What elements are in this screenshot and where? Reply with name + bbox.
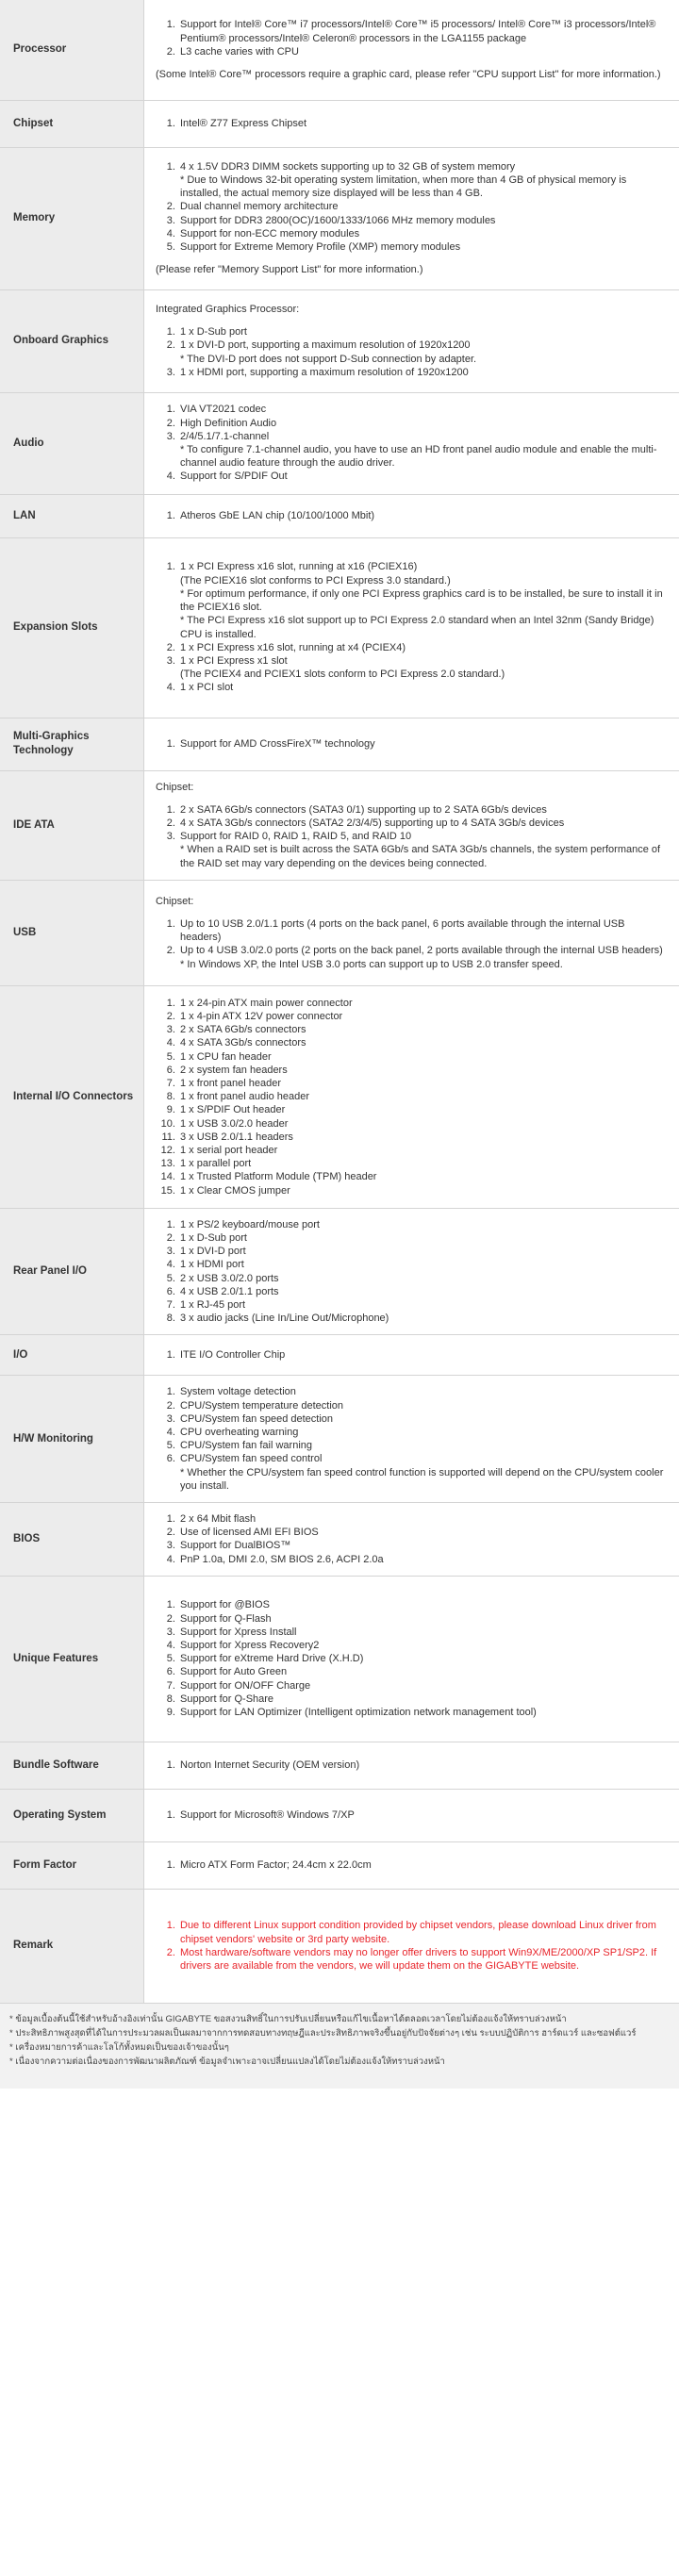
spec-list xyxy=(156,997,668,1197)
list-item xyxy=(178,18,668,44)
list-item-text: 1 x HDMI port xyxy=(180,1259,244,1271)
list-item-text: Support for Xpress Install xyxy=(180,1626,297,1638)
spec-value xyxy=(144,985,679,1208)
list-item xyxy=(178,1064,668,1077)
spec-label: Onboard Graphics xyxy=(0,289,144,392)
spec-label: Chipset xyxy=(0,100,144,147)
list-item-text: Support for eXtreme Hard Drive (X.H.D) xyxy=(180,1653,364,1665)
list-item-text: 1 x 4-pin ATX 12V power connector xyxy=(180,1010,343,1022)
list-item-text: Due to different Linux support condition provided by chipset vendors, please download Linux driver from chipset vendors' website or 3rd party website. xyxy=(180,1920,656,1945)
list-item-text: Support for Microsoft® Windows 7/XP xyxy=(180,1809,355,1822)
list-item-text: 1 x D-Sub port xyxy=(180,1231,247,1244)
list-item-text: 1 x PCI Express x16 slot, running at x16 (PCIEX16) xyxy=(180,561,418,573)
list-item xyxy=(178,560,668,640)
spec-list xyxy=(156,1759,668,1772)
list-item xyxy=(178,1412,668,1426)
spec-value xyxy=(144,494,679,537)
list-item xyxy=(178,1077,668,1090)
spec-list xyxy=(156,325,668,379)
spec-list xyxy=(156,1385,668,1493)
spec-label: Operating System xyxy=(0,1789,144,1841)
list-item-text: Support for @BIOS xyxy=(180,1599,270,1611)
spec-value xyxy=(144,1889,679,2003)
list-item xyxy=(178,45,668,58)
list-item-text: 2 x USB 3.0/2.0 ports xyxy=(180,1272,279,1284)
list-item xyxy=(178,1652,668,1665)
list-item-text: CPU/System fan speed control xyxy=(180,1453,323,1465)
list-item-text: 1 x RJ-45 port xyxy=(180,1298,246,1311)
list-item-text: 1 x front panel audio header xyxy=(180,1091,309,1103)
list-item xyxy=(178,1272,668,1285)
spec-value xyxy=(144,1576,679,1742)
list-item xyxy=(178,681,668,694)
list-item-text: Support for Q-Share xyxy=(180,1693,274,1705)
spec-row xyxy=(0,718,679,770)
list-item xyxy=(178,1665,668,1678)
list-item xyxy=(178,1426,668,1439)
spec-row xyxy=(0,770,679,880)
list-item-text: Dual channel memory architecture xyxy=(180,201,339,213)
list-item-text: 1 x DVI-D port, supporting a maximum resolution of 1920x1200 xyxy=(180,339,471,352)
list-item-text: Intel® Z77 Express Chipset xyxy=(180,117,307,129)
spec-row xyxy=(0,1742,679,1789)
spec-value xyxy=(144,1789,679,1841)
list-item-text: Up to 4 USB 3.0/2.0 ports (2 ports on the back panel, 2 ports available through the internal USB headers) xyxy=(180,945,663,957)
list-item-text: 1 x Trusted Platform Module (TPM) header xyxy=(180,1171,377,1183)
spec-list xyxy=(156,1808,668,1822)
list-item xyxy=(178,1452,668,1493)
list-item xyxy=(178,366,668,379)
spec-label: BIOS xyxy=(0,1502,144,1576)
list-item xyxy=(178,654,668,681)
spec-row xyxy=(0,392,679,494)
list-item-text: Support for DualBIOS™ xyxy=(180,1540,291,1552)
list-item-note: (The PCIEX4 and PCIEX1 slots conform to PCI Express 2.0 standard.) xyxy=(180,669,505,681)
list-item-text: Support for non-ECC memory modules xyxy=(180,227,360,239)
spec-label: Rear Panel I/O xyxy=(0,1208,144,1335)
list-item-text: 1 x PCI Express x16 slot, running at x4 (PCIEX4) xyxy=(180,641,406,653)
list-item xyxy=(178,1218,668,1231)
spec-row xyxy=(0,147,679,289)
list-item xyxy=(178,1539,668,1552)
spec-row xyxy=(0,985,679,1208)
spec-list xyxy=(156,18,668,58)
spec-row xyxy=(0,100,679,147)
list-item xyxy=(178,1706,668,1719)
list-item-text: CPU overheating warning xyxy=(180,1426,299,1438)
list-item-text: 1 x Clear CMOS jumper xyxy=(180,1184,290,1197)
list-item xyxy=(178,1759,668,1772)
list-item-text: Support for RAID 0, RAID 1, RAID 5, and RAID 10 xyxy=(180,831,412,843)
list-item xyxy=(178,1157,668,1170)
footnote: * เครื่องหมายการค้าและโลโก้ทั้งหมดเป็นของเจ้าของนั้นๆ xyxy=(9,2041,229,2053)
list-item xyxy=(178,1050,668,1064)
list-item xyxy=(178,160,668,201)
spec-row xyxy=(0,880,679,985)
list-item-text: 2 x system fan headers xyxy=(180,1064,288,1076)
list-item xyxy=(178,200,668,213)
spec-row xyxy=(0,1789,679,1841)
list-item-text: 1 x PS/2 keyboard/mouse port xyxy=(180,1218,320,1230)
list-item xyxy=(178,817,668,830)
spec-row xyxy=(0,1576,679,1742)
spec-row xyxy=(0,1208,679,1335)
list-item-text: Support for Extreme Memory Profile (XMP) memory modules xyxy=(180,240,461,253)
spec-label: LAN xyxy=(0,494,144,537)
list-item xyxy=(178,1385,668,1398)
list-item-note: * To configure 7.1-channel audio, you have to use an HD front panel audio module and enable the multi-channel audio feature through the audio driver. xyxy=(180,444,657,470)
list-item-text: High Definition Audio xyxy=(180,417,277,429)
list-item-text: Support for AMD CrossFireX™ technology xyxy=(180,737,375,750)
list-item-text: Micro ATX Form Factor; 24.4cm x 22.0cm xyxy=(180,1859,372,1872)
list-item xyxy=(178,325,668,339)
spec-value xyxy=(144,1335,679,1376)
list-item xyxy=(178,1117,668,1131)
spec-value xyxy=(144,147,679,289)
spec-list xyxy=(156,1858,668,1872)
footnote: * ประสิทธิภาพสูงสุดที่ได้ในการประมวลผลเป็นผลมาจากการทดสอบทางทฤษฎีและประสิทธิภาพจริงขึ้นอยู่กับปัจจัยต่างๆ เช่น ระบบปฏิบัติการ ฮาร์ดแวร์ และซอฟต์แวร์ xyxy=(9,2027,637,2039)
list-item xyxy=(178,417,668,430)
list-item xyxy=(178,1612,668,1626)
list-item xyxy=(178,830,668,870)
spec-list xyxy=(156,1218,668,1326)
spec-label: Memory xyxy=(0,147,144,289)
spec-value xyxy=(144,770,679,880)
list-item xyxy=(178,1553,668,1566)
spec-label: Audio xyxy=(0,392,144,494)
spec-list xyxy=(156,1512,668,1566)
list-item xyxy=(178,1312,668,1325)
spec-intro: Chipset: xyxy=(156,895,194,907)
footnotes xyxy=(0,2004,679,2089)
list-item-note: * Due to Windows 32-bit operating system limitation, when more than 4 GB of physical memory is installed, the actual memory size displayed will be less than 4 GB. xyxy=(180,173,627,200)
list-item-text: System voltage detection xyxy=(180,1386,296,1398)
list-item xyxy=(178,1439,668,1452)
list-item-note: * When a RAID set is built across the SATA 6Gb/s and SATA 3Gb/s channels, the system performance of the RAID set may vary depending on the devices being connected. xyxy=(180,844,661,869)
list-item xyxy=(178,1231,668,1245)
list-item xyxy=(178,1131,668,1144)
spec-row xyxy=(0,1841,679,1889)
list-item xyxy=(178,1399,668,1412)
list-item-text: 1 x PCI Express x1 slot xyxy=(180,654,288,667)
list-item-text: Support for ON/OFF Charge xyxy=(180,1679,311,1692)
list-item xyxy=(178,1526,668,1539)
spec-list xyxy=(156,117,668,130)
list-item-text: CPU/System fan speed detection xyxy=(180,1412,334,1425)
spec-label: IDE ATA xyxy=(0,770,144,880)
list-item-text: 1 x S/PDIF Out header xyxy=(180,1104,286,1116)
spec-label: Multi-Graphics Technology xyxy=(0,718,144,770)
list-item xyxy=(178,1103,668,1116)
list-item-text: Up to 10 USB 2.0/1.1 ports (4 ports on the back panel, 6 ports available through the internal USB headers) xyxy=(180,917,625,944)
list-item-text: Atheros GbE LAN chip (10/100/1000 Mbit) xyxy=(180,509,375,521)
list-item-note: * The DVI-D port does not support D-Sub connection by adapter. xyxy=(180,353,477,365)
list-item xyxy=(178,1090,668,1103)
list-item xyxy=(178,737,668,751)
spec-value xyxy=(144,718,679,770)
list-item xyxy=(178,1348,668,1362)
list-item xyxy=(178,1010,668,1023)
spec-intro: Chipset: xyxy=(156,781,194,793)
spec-note: (Please refer "Memory Support List" for more information.) xyxy=(156,264,423,276)
list-item xyxy=(178,1258,668,1271)
list-item xyxy=(178,227,668,240)
spec-list xyxy=(156,917,668,971)
list-item-text: Support for LAN Optimizer (Intelligent optimization network management tool) xyxy=(180,1706,537,1718)
list-item xyxy=(178,1512,668,1526)
list-item xyxy=(178,1170,668,1183)
list-item xyxy=(178,214,668,227)
list-item xyxy=(178,1184,668,1197)
spec-value xyxy=(144,289,679,392)
spec-list xyxy=(156,737,668,751)
spec-list xyxy=(156,560,668,694)
list-item-text: Support for S/PDIF Out xyxy=(180,471,288,483)
spec-label: H/W Monitoring xyxy=(0,1376,144,1503)
spec-row xyxy=(0,289,679,392)
list-item-text: Use of licensed AMI EFI BIOS xyxy=(180,1527,319,1539)
spec-value xyxy=(144,1502,679,1576)
list-item-note: * Whether the CPU/system fan speed control function is supported will depend on the CPU/system cooler you install. xyxy=(180,1466,664,1492)
spec-row xyxy=(0,1335,679,1376)
spec-value xyxy=(144,0,679,100)
list-item xyxy=(178,240,668,254)
list-item-text: 1 x D-Sub port xyxy=(180,326,247,339)
spec-label: Remark xyxy=(0,1889,144,2003)
spec-list xyxy=(156,1348,668,1362)
spec-row xyxy=(0,537,679,718)
list-item-text: PnP 1.0a, DMI 2.0, SM BIOS 2.6, ACPI 2.0a xyxy=(180,1553,384,1565)
list-item xyxy=(178,1245,668,1258)
list-item-text: 4 x 1.5V DDR3 DIMM sockets supporting up to 32 GB of system memory xyxy=(180,160,516,173)
list-item-text: 2/4/5.1/7.1-channel xyxy=(180,430,270,442)
list-item xyxy=(178,1285,668,1298)
spec-row xyxy=(0,494,679,537)
list-item xyxy=(178,430,668,471)
list-item xyxy=(178,1639,668,1652)
footnote: * ข้อมูลเบื้องต้นนี้ใช้สำหรับอ้างอิงเท่านั้น GIGABYTE ขอสงวนสิทธิ์ในการปรับเปลี่ยนหรือแก้ไขเนื้อหาได้ตลอดเวลาโดยไม่ต้องแจ้งให้ทราบล่วงหน้า xyxy=(9,2013,567,2024)
list-item xyxy=(178,117,668,130)
list-item-text: ITE I/O Controller Chip xyxy=(180,1349,286,1362)
list-item-text: Most hardware/software vendors may no longer offer drivers to support Win9X/ME/2000/XP SP1/SP2. If drivers are available from the vendors, we will update them on the GIGABYTE website. xyxy=(180,1946,657,1972)
list-item xyxy=(178,917,668,944)
list-item-text: 1 x DVI-D port xyxy=(180,1246,246,1258)
list-item-text: 1 x USB 3.0/2.0 header xyxy=(180,1117,289,1130)
list-item xyxy=(178,1679,668,1693)
list-item-text: 1 x HDMI port, supporting a maximum resolution of 1920x1200 xyxy=(180,366,469,378)
list-item xyxy=(178,1023,668,1036)
list-item-text: 3 x audio jacks (Line In/Line Out/Microphone) xyxy=(180,1313,389,1325)
list-item-text: 1 x 24-pin ATX main power connector xyxy=(180,997,353,1009)
spec-value xyxy=(144,392,679,494)
spec-label: Processor xyxy=(0,0,144,100)
spec-value xyxy=(144,1208,679,1335)
list-item-text: VIA VT2021 codec xyxy=(180,404,267,416)
spec-note: (Some Intel® Core™ processors require a graphic card, please refer "CPU support List" for more information.) xyxy=(156,68,661,80)
list-item-text: Norton Internet Security (OEM version) xyxy=(180,1759,360,1772)
list-item xyxy=(178,1298,668,1312)
spec-value xyxy=(144,1742,679,1789)
spec-list xyxy=(156,403,668,483)
list-item xyxy=(178,1598,668,1611)
list-item xyxy=(178,1858,668,1872)
list-item-text: 4 x SATA 3Gb/s connectors (SATA2 2/3/4/5) supporting up to 4 SATA 3Gb/s devices xyxy=(180,817,565,829)
list-item-text: Support for Intel® Core™ i7 processors/Intel® Core™ i5 processors/ Intel® Core™ i3 processors/Intel® Pentium® processors/Intel® Celeron® processors in the LGA1155 package xyxy=(180,19,656,44)
list-item-note: (The PCIEX16 slot conforms to PCI Express 3.0 standard.) * For optimum performance, if only one PCI Express graphics card is to be installed, be sure to install it in the PCIEX16 slot. * The PCI Express x16 slot support up to PCI Express 2.0 standard when an Intel 32nm (Sandy Bridge) CPU is installed. xyxy=(180,574,663,640)
list-item xyxy=(178,470,668,483)
list-item-text: 1 x serial port header xyxy=(180,1144,278,1156)
list-item xyxy=(178,997,668,1010)
list-item-text: L3 cache varies with CPU xyxy=(180,45,299,58)
spec-value xyxy=(144,880,679,985)
list-item xyxy=(178,803,668,817)
spec-value xyxy=(144,1841,679,1889)
list-item-note: * In Windows XP, the Intel USB 3.0 ports can support up to USB 2.0 transfer speed. xyxy=(180,958,563,970)
list-item-text: 3 x USB 2.0/1.1 headers xyxy=(180,1131,293,1143)
spec-row xyxy=(0,1502,679,1576)
list-item-text: Support for DDR3 2800(OC)/1600/1333/1066 MHz memory modules xyxy=(180,214,496,226)
list-item-text: 2 x 64 Mbit flash xyxy=(180,1512,257,1525)
list-item-text: CPU/System fan fail warning xyxy=(180,1440,312,1452)
list-item-text: 2 x SATA 6Gb/s connectors xyxy=(180,1024,306,1036)
list-item-text: CPU/System temperature detection xyxy=(180,1399,344,1412)
spec-label: Expansion Slots xyxy=(0,537,144,718)
spec-list xyxy=(156,509,668,522)
list-item xyxy=(178,1808,668,1822)
list-item xyxy=(178,1946,668,1973)
spec-label: Unique Features xyxy=(0,1576,144,1742)
spec-list xyxy=(156,1598,668,1719)
list-item xyxy=(178,641,668,654)
spec-row xyxy=(0,1376,679,1503)
list-item-text: 1 x CPU fan header xyxy=(180,1050,272,1063)
list-item-text: Support for Xpress Recovery2 xyxy=(180,1639,320,1651)
spec-value xyxy=(144,100,679,147)
list-item-text: 1 x parallel port xyxy=(180,1158,252,1170)
spec-label: Form Factor xyxy=(0,1841,144,1889)
spec-row xyxy=(0,1889,679,2003)
footnote: * เนื่องจากความต่อเนื่องของการพัฒนาผลิตภัณฑ์ ข้อมูลจำเพาะอาจเปลี่ยนแปลงได้โดยไม่ต้องแจ้งให้ทราบล่วงหน้า xyxy=(9,2056,445,2067)
spec-row xyxy=(0,0,679,100)
spec-list xyxy=(156,803,668,870)
list-item xyxy=(178,1036,668,1049)
list-item-text: Support for Auto Green xyxy=(180,1666,288,1678)
spec-value xyxy=(144,1376,679,1503)
list-item xyxy=(178,1919,668,1945)
list-item-text: 1 x PCI slot xyxy=(180,682,234,694)
list-item xyxy=(178,339,668,365)
list-item xyxy=(178,944,668,970)
spec-label: I/O xyxy=(0,1335,144,1376)
list-item-text: 2 x SATA 6Gb/s connectors (SATA3 0/1) supporting up to 2 SATA 6Gb/s devices xyxy=(180,803,547,816)
list-item xyxy=(178,403,668,416)
list-item-text: Support for Q-Flash xyxy=(180,1612,272,1625)
list-item xyxy=(178,1144,668,1157)
spec-label: USB xyxy=(0,880,144,985)
spec-label: Internal I/O Connectors xyxy=(0,985,144,1208)
list-item-text: 1 x front panel header xyxy=(180,1077,282,1089)
spec-intro: Integrated Graphics Processor: xyxy=(156,303,300,315)
list-item xyxy=(178,1626,668,1639)
list-item-text: 4 x SATA 3Gb/s connectors xyxy=(180,1037,306,1049)
spec-list xyxy=(156,1919,668,1973)
spec-list xyxy=(156,160,668,254)
list-item xyxy=(178,1693,668,1706)
spec-value xyxy=(144,537,679,718)
list-item xyxy=(178,509,668,522)
list-item-text: 4 x USB 2.0/1.1 ports xyxy=(180,1285,279,1297)
spec-label: Bundle Software xyxy=(0,1742,144,1789)
